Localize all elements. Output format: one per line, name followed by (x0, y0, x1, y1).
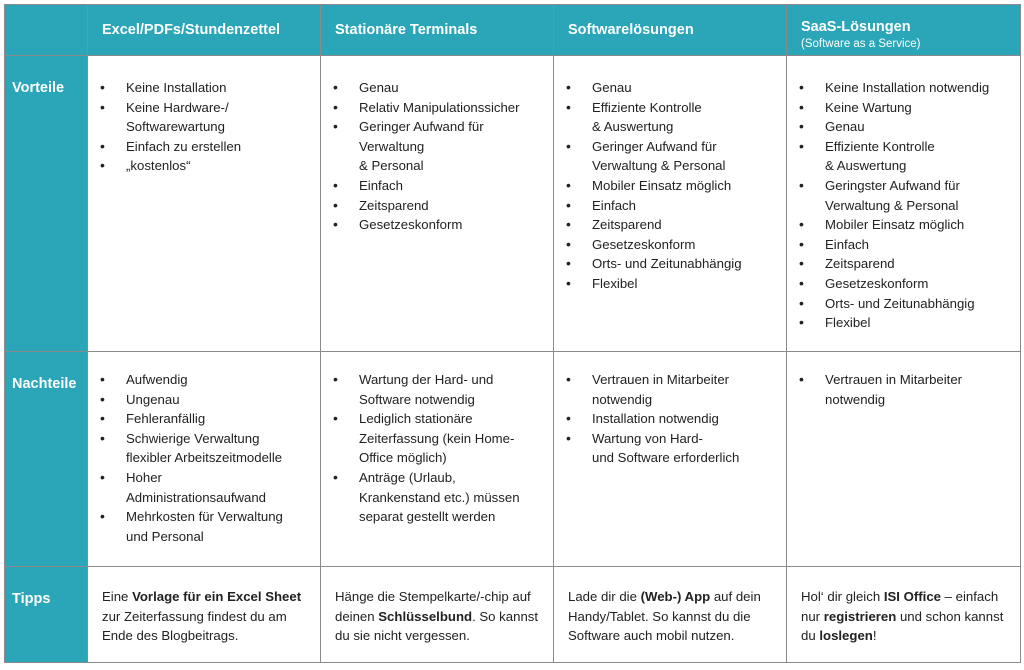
header-corner (5, 5, 88, 56)
list-item: • Flexibel (560, 274, 780, 294)
cell-vorteile-software (554, 56, 787, 352)
list-item: • Mehrkosten für Verwaltung und Personal (94, 507, 314, 546)
list-item: • Einfach (793, 235, 1014, 255)
list-item: • Wartung von Hard- und Software erforderlich (560, 429, 780, 468)
tip-text (321, 567, 553, 646)
list-item: • Gesetzeskonform (793, 274, 1014, 294)
list-item: • Relativ Manipulationssicher (327, 98, 547, 118)
tip-highlight: Vorlage für ein Excel Sheet (132, 589, 302, 604)
list-item: • Schwierige Verwaltung flexibler Arbeitszeitmodelle (94, 429, 314, 468)
column-subtitle: (Software as a Service) (801, 38, 921, 50)
list-item: • Installation notwendig (560, 409, 780, 429)
list-item: • Vertrauen in Mitarbeiter notwendig (560, 370, 780, 409)
tip-highlight: loslegen (819, 628, 873, 644)
list-item: • „kostenlos“ (94, 156, 314, 176)
tip-highlight: registrieren (823, 608, 897, 624)
list-item: • Orts- und Zeitunabhängig (793, 294, 1014, 314)
bullet-list (321, 56, 553, 235)
column-title: Excel/PDFs/Stundenzettel (102, 22, 281, 38)
tip-text-part: ! (872, 628, 877, 644)
list-item: • Flexibel (793, 313, 1014, 333)
bullet-list (787, 56, 1020, 333)
row-label-cell (5, 352, 88, 567)
list-item: • Mobiler Einsatz möglich (793, 215, 1014, 235)
tip-text (787, 567, 1020, 646)
list-item: • Genau (793, 117, 1014, 137)
list-item: • Wartung der Hard- und Software notwendig (327, 370, 547, 409)
list-item: • Genau (560, 78, 780, 98)
bullet-list (321, 352, 553, 527)
list-item: • Geringster Aufwand für Verwaltung & Personal (793, 176, 1014, 215)
list-item: • Genau (327, 78, 547, 98)
list-item: • Einfach (327, 176, 547, 196)
tip-text-part: Lade dir die (568, 589, 641, 604)
cell-tipps-terminals (321, 567, 554, 663)
header-row (5, 5, 1021, 56)
list-item: • Effiziente Kontrolle & Auswertung (793, 137, 1014, 176)
column-title: Softwarelösungen (568, 22, 694, 38)
column-title: Stationäre Terminals (335, 22, 478, 38)
list-item: • Zeitsparend (793, 254, 1014, 274)
list-item: • Orts- und Zeitunabhängig (560, 254, 780, 274)
list-item: • Zeitsparend (560, 215, 780, 235)
tip-highlight: Schlüsselbund (378, 608, 473, 624)
bullet-list (554, 56, 786, 294)
cell-nachteile-terminals (321, 352, 554, 567)
list-item: • Keine Installation notwendig (793, 78, 1014, 98)
list-item: • Vertrauen in Mitarbeiter notwendig (793, 370, 1014, 409)
row-nachteile (5, 352, 1021, 567)
column-title: SaaS-Lösungen (801, 19, 911, 35)
comparison-table (4, 4, 1021, 663)
comparison-table-container (4, 4, 1020, 665)
tip-highlight: (Web-) App (640, 589, 711, 604)
cell-tipps-saas (787, 567, 1021, 663)
column-header-excel (88, 5, 321, 56)
list-item: • Einfach (560, 196, 780, 216)
bullet-list (554, 352, 786, 468)
cell-vorteile-saas (787, 56, 1021, 352)
tip-text-part: Hänge die Stempelkarte/-chip auf deinen (335, 589, 531, 624)
cell-nachteile-excel (88, 352, 321, 567)
list-item: • Geringer Aufwand für Verwaltung & Personal (327, 117, 547, 176)
tip-text-part: . So kannst du sie nicht vergessen. (335, 608, 539, 644)
list-item: • Aufwendig (94, 370, 314, 390)
list-item: • Keine Installation (94, 78, 314, 98)
list-item: • Keine Hardware-/ Softwarewartung (94, 98, 314, 137)
list-item: • Zeitsparend (327, 196, 547, 216)
tip-text (554, 567, 786, 646)
list-item: • Fehleranfällig (94, 409, 314, 429)
column-header-terminals (321, 5, 554, 56)
cell-vorteile-terminals (321, 56, 554, 352)
tip-text-part: – einfach nur (801, 589, 999, 624)
row-label: Vorteile (12, 80, 65, 96)
list-item: • Hoher Administrationsaufwand (94, 468, 314, 507)
column-header-software (554, 5, 787, 56)
column-header-saas (787, 5, 1021, 56)
list-item: • Gesetzeskonform (560, 235, 780, 255)
bullet-list (88, 56, 320, 176)
list-item: • Mobiler Einsatz möglich (560, 176, 780, 196)
tip-highlight: ISI Office (883, 589, 941, 604)
row-label-cell (5, 567, 88, 663)
row-label: Nachteile (12, 376, 77, 392)
row-vorteile (5, 56, 1021, 352)
row-tipps (5, 567, 1021, 663)
row-label-cell (5, 56, 88, 352)
list-item: • Effiziente Kontrolle & Auswertung (560, 98, 780, 137)
list-item: • Lediglich stationäre Zeiterfassung (kein Home- Office möglich) (327, 409, 547, 468)
tip-text (88, 567, 320, 646)
cell-vorteile-excel (88, 56, 321, 352)
bullet-list (88, 352, 320, 546)
list-item: • Gesetzeskonform (327, 215, 547, 235)
tip-text-part: Hol‘ dir gleich (801, 589, 884, 604)
list-item: • Geringer Aufwand für Verwaltung & Personal (560, 137, 780, 176)
tip-text-part: und schon kannst du (801, 608, 1004, 644)
list-item: • Einfach zu erstellen (94, 137, 314, 157)
cell-tipps-software (554, 567, 787, 663)
list-item: • Anträge (Urlaub, Krankenstand etc.) müssen separat gestellt werden (327, 468, 547, 527)
cell-nachteile-saas (787, 352, 1021, 567)
cell-tipps-excel (88, 567, 321, 663)
tip-text-part: auf dein Handy/Tablet. So kannst du die Software auch mobil nutzen. (568, 589, 761, 644)
tip-text-part: Eine (102, 589, 133, 604)
bullet-list (787, 352, 1020, 409)
cell-nachteile-software (554, 352, 787, 567)
list-item: • Ungenau (94, 390, 314, 410)
tip-text-part: zur Zeiterfassung findest du am Ende des Blogbeitrags. (102, 608, 287, 644)
list-item: • Keine Wartung (793, 98, 1014, 118)
row-label: Tipps (12, 591, 51, 607)
